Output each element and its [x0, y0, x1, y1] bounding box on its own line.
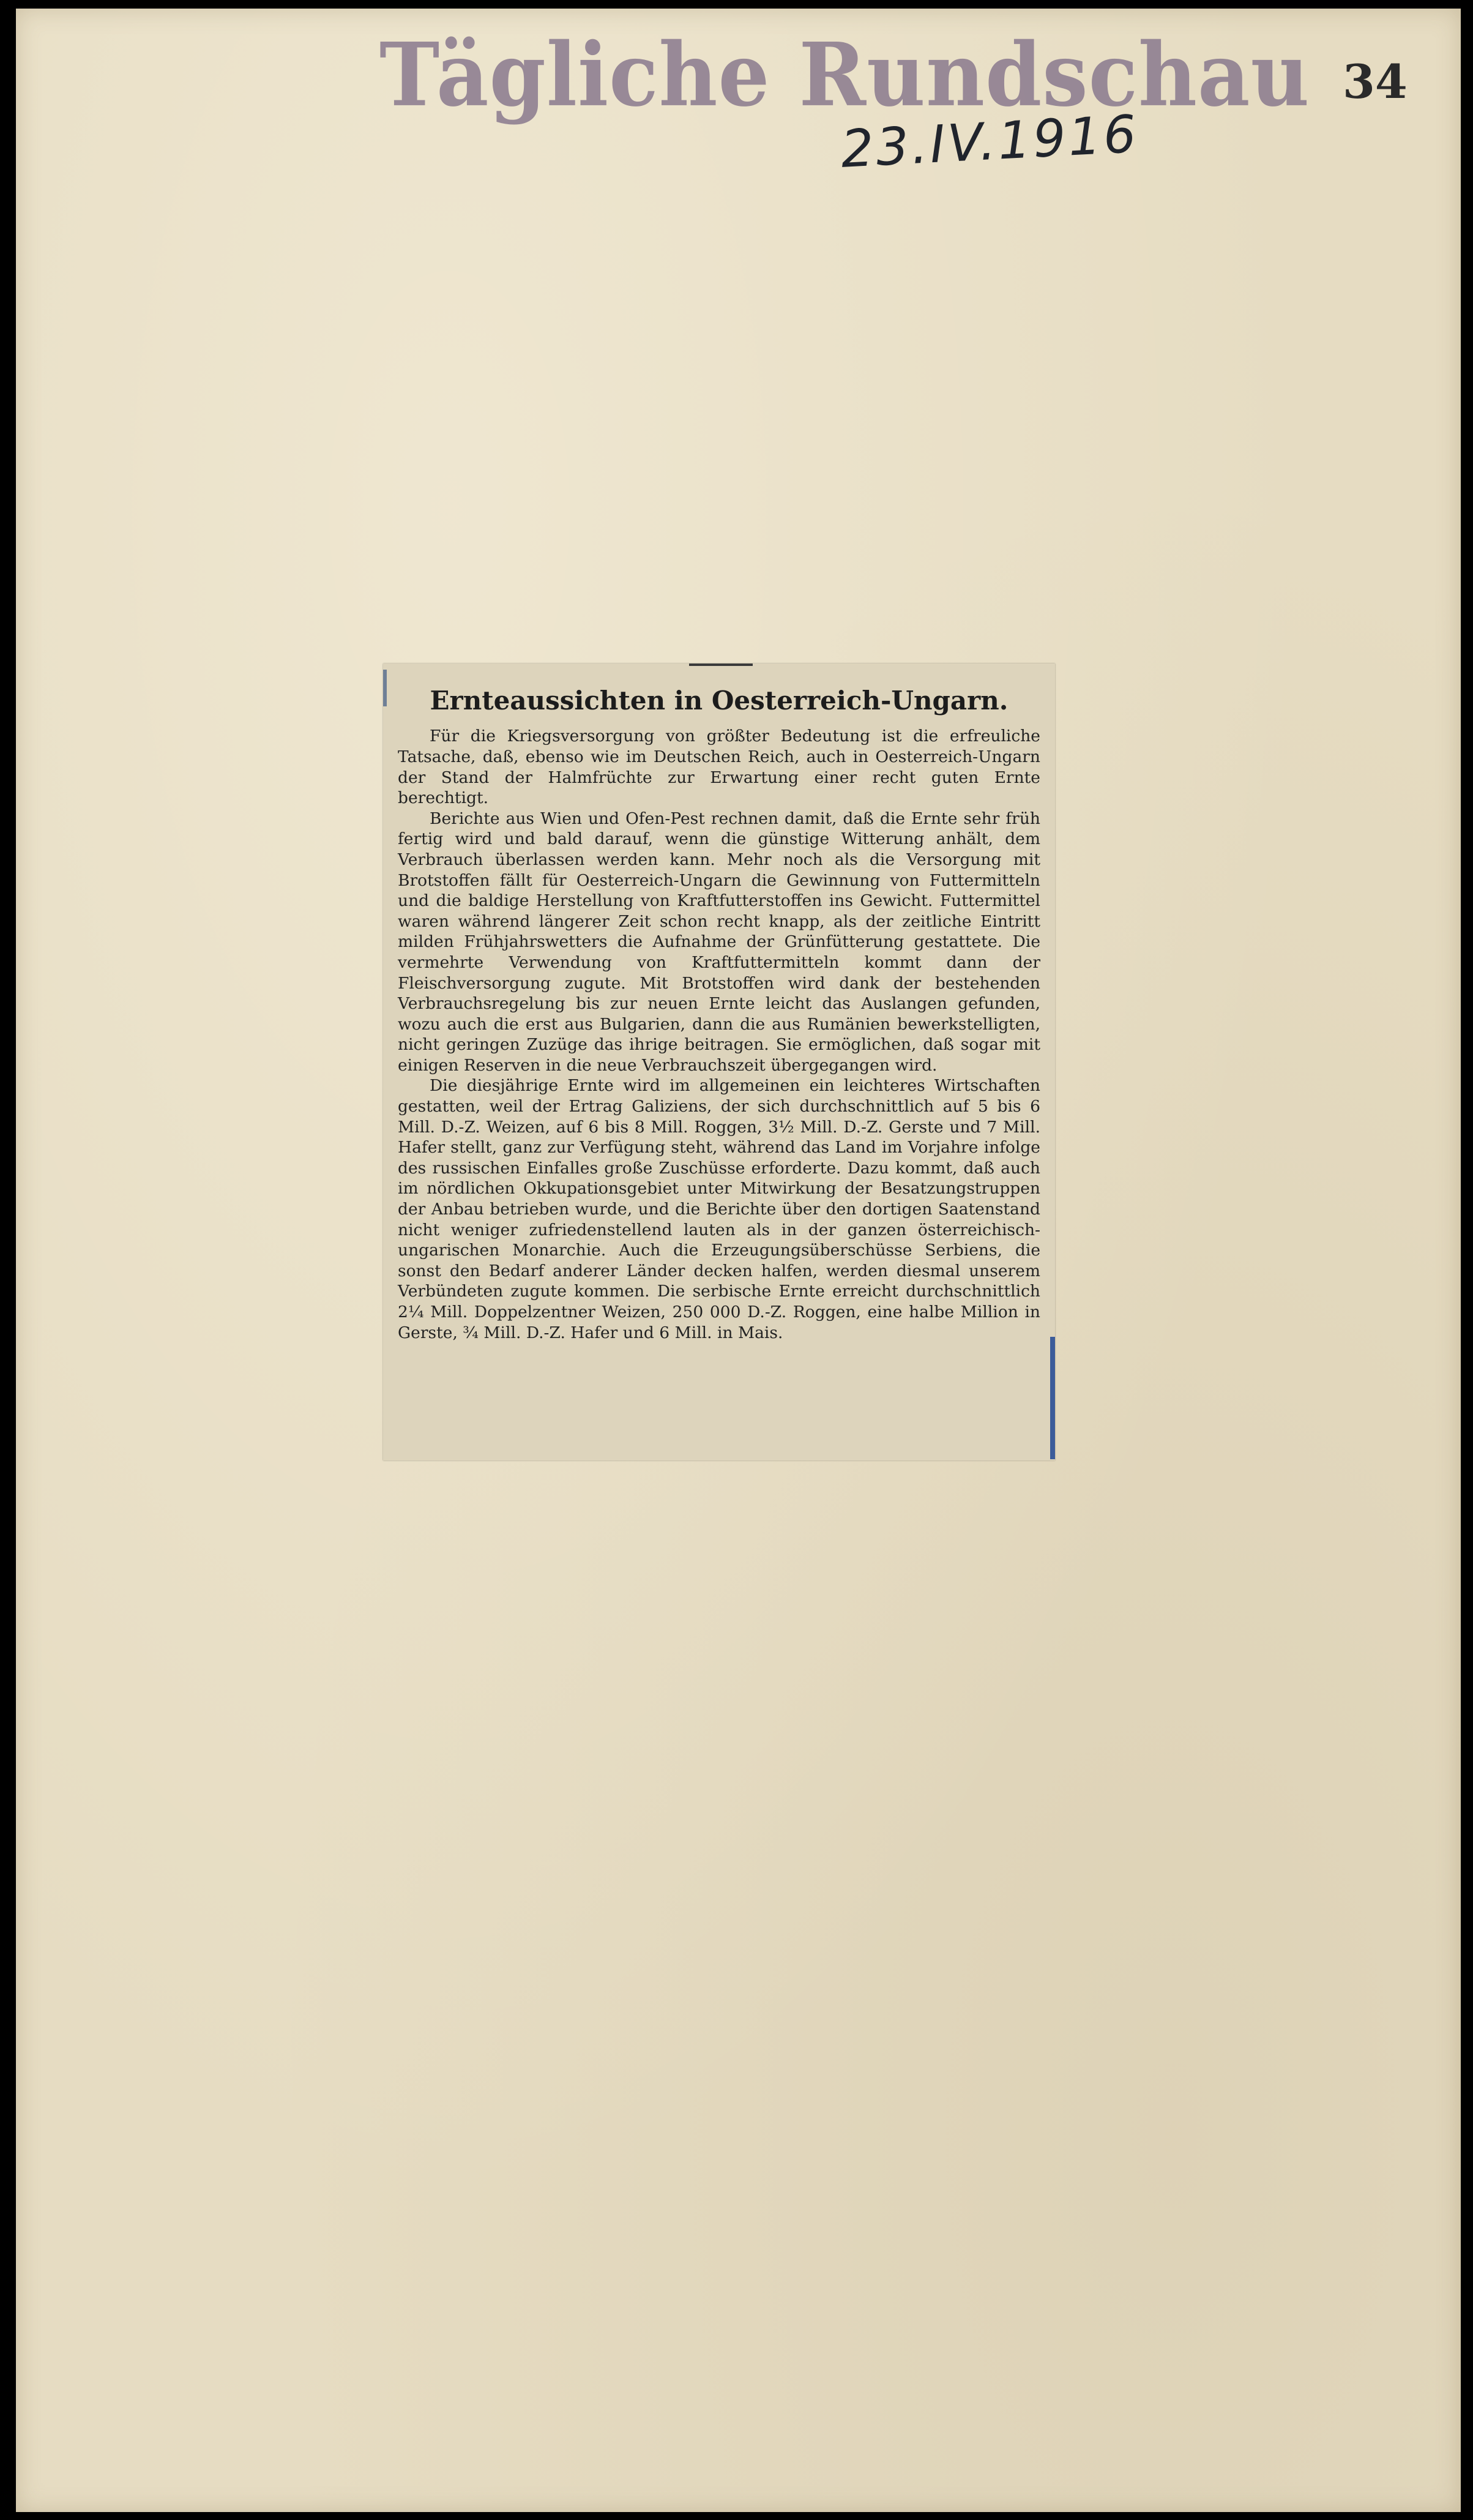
clipping-heading: Ernteaussichten in Oesterreich-Ungarn.: [430, 686, 1009, 716]
archive-sheet: [16, 9, 1461, 2512]
page-number: 34: [1343, 54, 1408, 109]
clipping-rule: [689, 664, 753, 666]
clipping-edge-mark: [1050, 1337, 1055, 1459]
handwritten-date: 23.IV.1916: [839, 103, 1140, 179]
clipping-edge-mark: [383, 670, 387, 706]
clipping-paragraph: Die diesjährige Ernte wird im allgemeinen ein leichteres Wirtschaften gestatten, weil der Ertrag Galiziens, der sich durchschnittlich auf 5 bis 6 Mill. D.-Z. Weizen, auf 6 bis 8 Mill. Roggen, 3½ Mill. D.-Z. Gerste und 7 Mill. Hafer stellt, ganz zur Verfügung steht, während das Land im Vorjahre infolge des russischen Einfalles große Zuschüsse erforderte. Dazu kommt, daß auch im nördlichen Okkupationsgebiet unter Mitwirkung der Besatzungstruppen der Anbau betrieben wurde, und die Berichte über den dortigen Saatenstand nicht weniger zufriedenstellend lauten als in der ganzen österreichisch-ungarischen Monarchie. Auch die Erzeugungsüberschüsse Serbiens, die sonst den Bedarf anderer Länder decken halfen, werden diesmal unserem Verbündeten zugute kommen. Die serbische Ernte erreicht durchschnittlich 2¼ Mill. Doppelzentner Weizen, 250 000 D.-Z. Roggen, eine halbe Million in Gerste, ¾ Mill. D.-Z. Hafer und 6 Mill. in Mais.: [398, 1076, 1040, 1342]
clipping-paragraph: Für die Kriegsversorgung von größter Bedeutung ist die erfreuliche Tatsache, daß, ebenso wie im Deutschen Reich, auch in Oesterreich-Ungarn der Stand der Halmfrüchte zur Erwartung einer recht guten Ernte berechtigt.: [398, 727, 1040, 808]
clipping-paragraph: Berichte aus Wien und Ofen-Pest rechnen damit, daß die Ernte sehr früh fertig wird und bald darauf, wenn die günstige Witterung anhält, dem Verbrauch überlassen werden kann. Mehr noch als die Versorgung mit Brotstoffen fällt für Oesterreich-Ungarn die Gewinnung von Futtermitteln und die baldige Herstellung von Kraftfutterstoffen ins Gewicht. Futtermittel waren während längerer Zeit schon recht knapp, als der zeitliche Eintritt milden Frühjahrswetters die Aufnahme der Grünfütterung gestattete. Die vermehrte Verwendung von Kraftfuttermitteln kommt dann der Fleischversorgung zugute. Mit Brotstoffen wird dank der bestehenden Verbrauchsregelung bis zur neuen Ernte leicht das Auslangen gefunden, wozu auch die erst aus Bulgarien, dann die aus Rumänien bewerkstelligten, nicht geringen Zuzüge das ihrige beitragen. Sie ermöglichen, daß sogar mit einigen Reserven in die neue Verbrauchszeit übergegangen wird.: [398, 809, 1040, 1075]
newspaper-name-stamp: Tägliche Rundschau: [379, 24, 1310, 127]
newspaper-clipping: [383, 664, 1055, 1460]
